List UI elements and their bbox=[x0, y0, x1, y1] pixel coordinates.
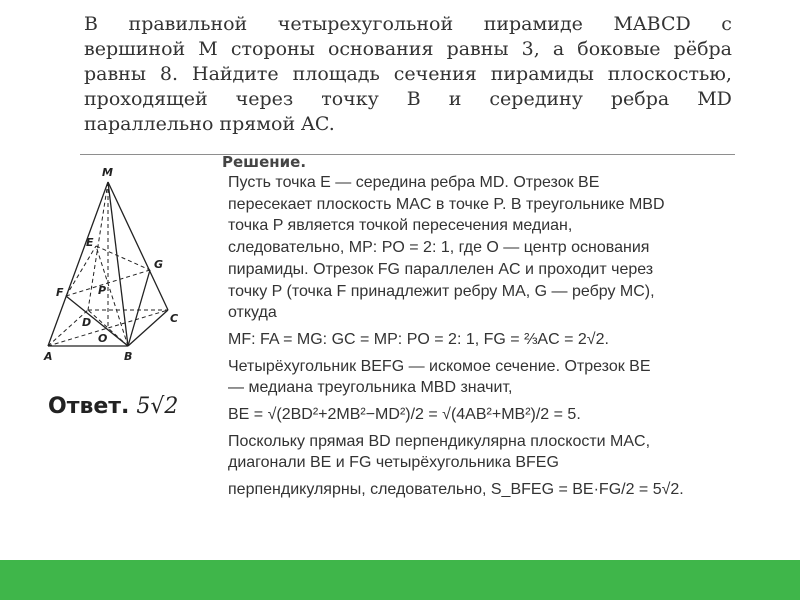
solution-line: пересекает плоскость MAC в точке P. В треугольнике MBD bbox=[228, 195, 665, 213]
problem-word: плоскостью, bbox=[607, 63, 732, 85]
label-O: O bbox=[98, 332, 108, 345]
problem-word: В bbox=[84, 13, 98, 35]
problem-word: MD bbox=[697, 88, 732, 110]
solution-text bbox=[228, 172, 763, 506]
problem-word: Найдите bbox=[192, 63, 279, 85]
problem-line bbox=[84, 62, 732, 87]
problem-word: 8. bbox=[159, 63, 179, 85]
label-B: B bbox=[124, 350, 133, 363]
answer bbox=[48, 394, 178, 419]
solution-line: точку P (точка F принадлежит ребру MA, G — ребру MC), bbox=[228, 282, 655, 300]
problem-word: пирамиде bbox=[483, 13, 583, 35]
solution-line: Пусть точка E — середина ребра MD. Отрезок BE bbox=[228, 174, 600, 191]
label-F: F bbox=[56, 286, 64, 299]
problem-word: равны bbox=[446, 38, 509, 60]
problem-line bbox=[84, 12, 732, 37]
problem-word: середину bbox=[489, 88, 583, 110]
solution-line: пирамиды. Отрезок FG параллелен AC и проходит через bbox=[228, 260, 654, 278]
separator-line bbox=[80, 154, 735, 155]
problem-word: с bbox=[721, 13, 732, 35]
solution-line: следовательно, MP: PO = 2: 1, где O — центр основания bbox=[228, 239, 650, 257]
problem-line bbox=[84, 87, 732, 112]
problem-word: M bbox=[198, 38, 218, 60]
problem-word: точку bbox=[321, 88, 379, 110]
problem-word: 3, bbox=[521, 38, 540, 60]
solution-formula: MF: FA = MG: GC = MP: PO = 2: 1, FG = ⅔AC = 2√2. bbox=[228, 330, 609, 348]
answer-label: Ответ. bbox=[48, 394, 130, 419]
solution-line: диагонали BE и FG четырёхугольника BFEG bbox=[228, 454, 559, 472]
solution-formula: перпендикулярны, следовательно, S_BFEG = BE·FG/2 = 5√2. bbox=[228, 481, 684, 499]
problem-word: четырехугольной bbox=[277, 13, 454, 35]
solution-formula: BE = √(2BD²+2MB²−MD²)/2 = √(4AB²+MB²)/2 = 5. bbox=[228, 406, 581, 424]
problem-word: боковые bbox=[577, 38, 661, 60]
pyramid-figure bbox=[30, 160, 210, 370]
problem-word: площадь bbox=[292, 63, 380, 85]
label-P: P bbox=[98, 284, 107, 297]
problem-word: стороны bbox=[230, 38, 315, 60]
problem-word: вершиной bbox=[84, 38, 186, 60]
solution-line: точка P является точкой пересечения медиан, bbox=[228, 217, 573, 235]
solution-line: откуда bbox=[228, 304, 277, 322]
problem-statement bbox=[84, 12, 732, 137]
solution-heading: Решение. bbox=[222, 153, 307, 171]
problem-word: проходящей bbox=[84, 88, 208, 110]
pyramid-drawing bbox=[30, 160, 210, 370]
problem-word: правильной bbox=[128, 13, 248, 35]
problem-word: пирамиды bbox=[490, 63, 594, 85]
problem-line: параллельно прямой AC. bbox=[84, 113, 335, 135]
problem-line bbox=[84, 37, 732, 62]
label-G: G bbox=[154, 258, 164, 271]
solution-line: — медиана треугольника MBD значит, bbox=[228, 379, 513, 397]
problem-word: MABCD bbox=[613, 13, 691, 35]
footer-bar bbox=[0, 560, 800, 600]
problem-word: сечения bbox=[393, 63, 477, 85]
problem-word: ребра bbox=[610, 88, 670, 110]
problem-word: через bbox=[235, 88, 294, 110]
problem-word: рёбра bbox=[673, 38, 732, 60]
answer-value: 5√2 bbox=[136, 394, 179, 419]
solution-line: Четырёхугольник BEFG — искомое сечение. Отрезок BE bbox=[228, 357, 651, 375]
label-D: D bbox=[82, 316, 92, 329]
label-A: A bbox=[44, 350, 53, 363]
label-E: E bbox=[86, 236, 94, 249]
label-C: C bbox=[170, 312, 179, 325]
problem-word: а bbox=[552, 38, 565, 60]
problem-word: основания bbox=[327, 38, 434, 60]
problem-word: B bbox=[406, 88, 421, 110]
problem-word: равны bbox=[84, 63, 146, 85]
solution-line: Поскольку прямая BD перпендикулярна плоскости MAC, bbox=[228, 432, 651, 450]
problem-word: и bbox=[448, 88, 462, 110]
label-M: M bbox=[102, 166, 113, 179]
